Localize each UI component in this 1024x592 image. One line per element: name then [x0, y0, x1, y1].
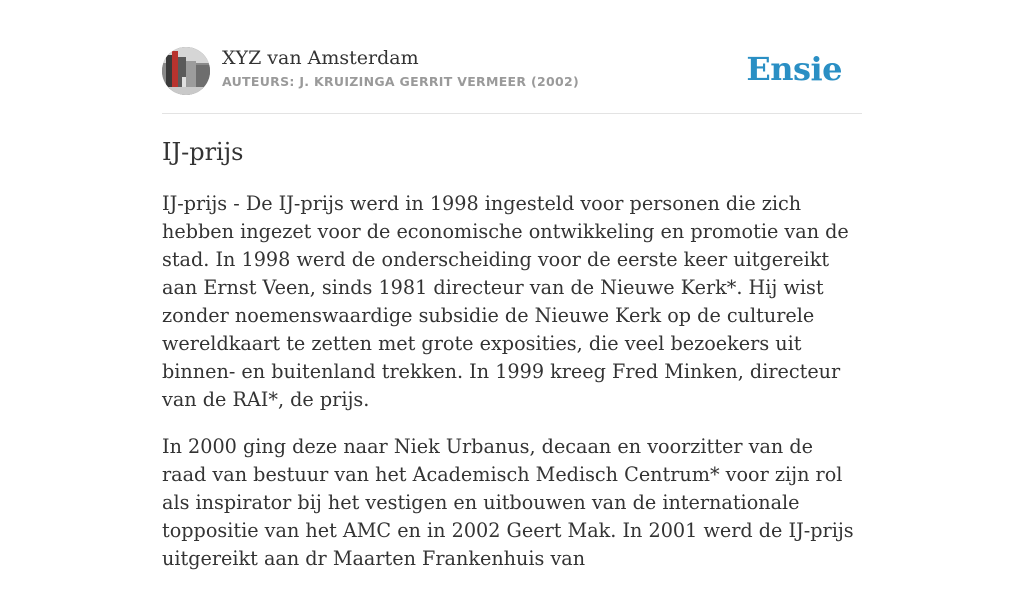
book-cover-avatar[interactable] [162, 47, 210, 95]
entry-paragraph: In 2000 ging deze naar Niek Urbanus, decaan en voorzitter van de raad van bestuur van het Academisch Medisch Centrum* voor zijn rol als inspirator bij het vestigen en uitbouwen van de internationale toppositie van het AMC en in 2002 Geert Mak. In 2001 werd de IJ-prijs uitgereikt aan dr Maarten Frankenhuis van [162, 435, 854, 570]
entry-header [162, 0, 862, 114]
ensie-logo[interactable]: Ensie [746, 50, 842, 88]
book-authors: AUTEURS: J. KRUIZINGA GERRIT VERMEER (2002) [222, 74, 579, 89]
book-cover-icon [162, 47, 210, 95]
entry-body [162, 190, 862, 592]
page-container [162, 0, 862, 570]
book-title[interactable]: XYZ van Amsterdam [222, 47, 419, 69]
entry-title: IJ-prijs [162, 138, 244, 166]
entry-paragraph: IJ-prijs - De IJ-prijs werd in 1998 ingesteld voor personen die zich hebben ingezet voor de economische ontwikkeling en promotie van de stad. In 1998 werd de onderscheiding voor de eerste keer uitgereikt aan Ernst Veen, sinds 1981 directeur van de Nieuwe Kerk*. Hij wist zonder noemenswaardige subsidie de Nieuwe Kerk op de culturele wereldkaart te zetten met grote exposities, die veel bezoekers uit binnen- en buitenland trekken. In 1999 kreeg Fred Minken, directeur van de RAI*, de prijs. [162, 192, 849, 411]
